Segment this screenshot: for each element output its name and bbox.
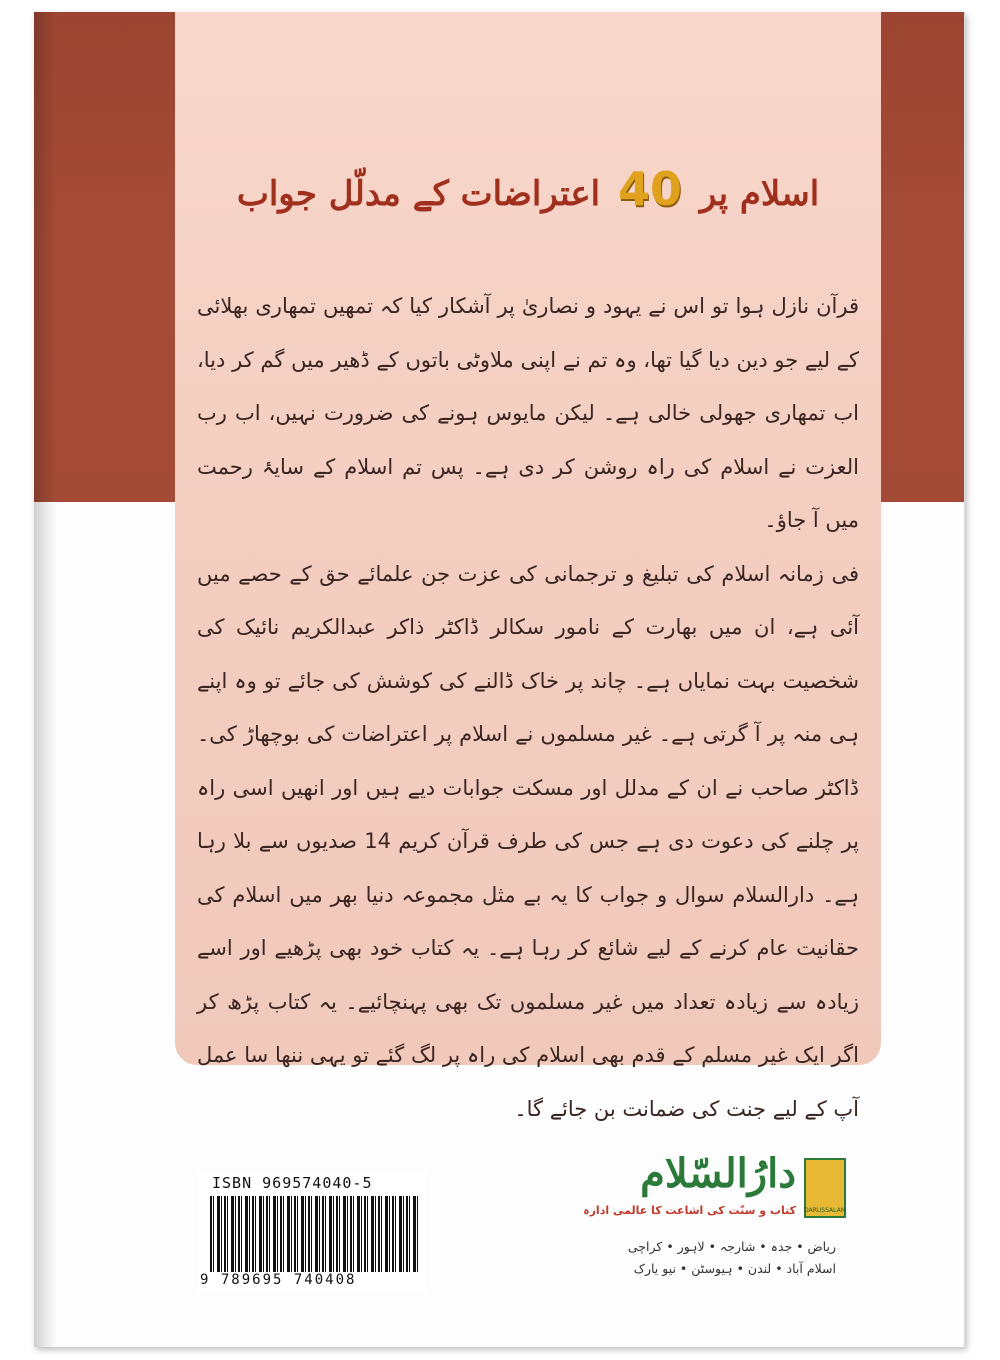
text-panel <box>175 12 881 1121</box>
cities-line-2: اسلام آباد • لندن • ہیوسٹن • نیو یارک <box>633 1261 836 1276</box>
publisher-tagline: کتاب و سنّت کی اشاعت کا عالمی ادارہ <box>583 1204 796 1217</box>
blurb-paragraph-1: قرآن نازل ہوا تو اس نے یہود و نصاریٰ پر آشکار کیا کہ تمھیں تمھاری بھلائی کے لیے جو دین دیا گیا تھا، وہ تم نے اپنی ملاوٹی باتوں کے ڈھیر میں گم کر دیا، اب تمھاری جھولی خالی ہے۔ لیکن مایوس ہونے کی ضرورت نہیں، اب رب العزت نے اسلام کی راہ روشن کر دی ہے۔ پس تم اسلام کے سایۂ رحمت میں آ جاؤ۔ <box>197 294 859 532</box>
cover-title <box>175 162 881 216</box>
title-before: اسلام پر <box>699 174 820 214</box>
publisher-name: دارُالسّلام <box>640 1150 796 1197</box>
isbn-label: ISBN 969574040-5 <box>212 1174 373 1192</box>
publisher-cities <box>628 1236 836 1280</box>
title-number: 40 <box>617 162 682 216</box>
barcode-icon <box>210 1196 420 1272</box>
title-after: اعتراضات کے مدلّل جواب <box>236 174 601 214</box>
blurb-text <box>197 280 859 1136</box>
barcode-digits: 9 789695 740408 <box>200 1272 357 1288</box>
publisher-logo <box>583 1150 846 1317</box>
cities-line-1: ریاض • جدہ • شارجہ • لاہور • کراچی <box>627 1239 836 1254</box>
blurb-paragraph-2: فی زمانہ اسلام کی تبلیغ و ترجمانی کی عزت جن علمائے حق کے حصے میں آئی ہے، ان میں بھارت کے نامور سکالر ڈاکٹر ذاکر عبدالکریم نائیک کی شخصیت بہت نمایاں ہے۔ چاند پر خاک ڈالنے کی کوشش کی جائے تو وہ اپنے ہی منہ پر آ گرتی ہے۔ غیر مسلموں نے اسلام پر اعتراضات کی بوچھاڑ کی۔ ڈاکٹر صاحب نے ان کے مدلل اور مسکت جوابات دیے ہیں اور انھیں اسی راہ پر چلنے کی دعوت دی ہے جس کی طرف قرآن کریم 14 صدیوں سے بلا رہا ہے۔ دارالسلام سوال و جواب کا یہ بے مثل مجموعہ دنیا بھر میں اسلام کی حقانیت عام کرنے کے لیے شائع کر رہا ہے۔ یہ کتاب خود بھی پڑھیے اور اسے زیادہ سے زیادہ تعداد میں غیر مسلموں تک بھی پہنچائیے۔ یہ کتاب پڑھ کر اگر ایک غیر مسلم کے قدم بھی اسلام کی راہ پر لگ گئے تو یہی ننھا سا عمل آپ کے لیے جنت کی ضمانت بن جائے گا۔ <box>197 561 859 1121</box>
isbn-barcode-box <box>198 1172 426 1292</box>
spine-shade <box>34 12 56 1347</box>
badge-text: DARUSSALAM <box>804 1207 846 1214</box>
book-back-cover <box>34 12 965 1347</box>
darussalam-badge-icon <box>804 1158 846 1218</box>
